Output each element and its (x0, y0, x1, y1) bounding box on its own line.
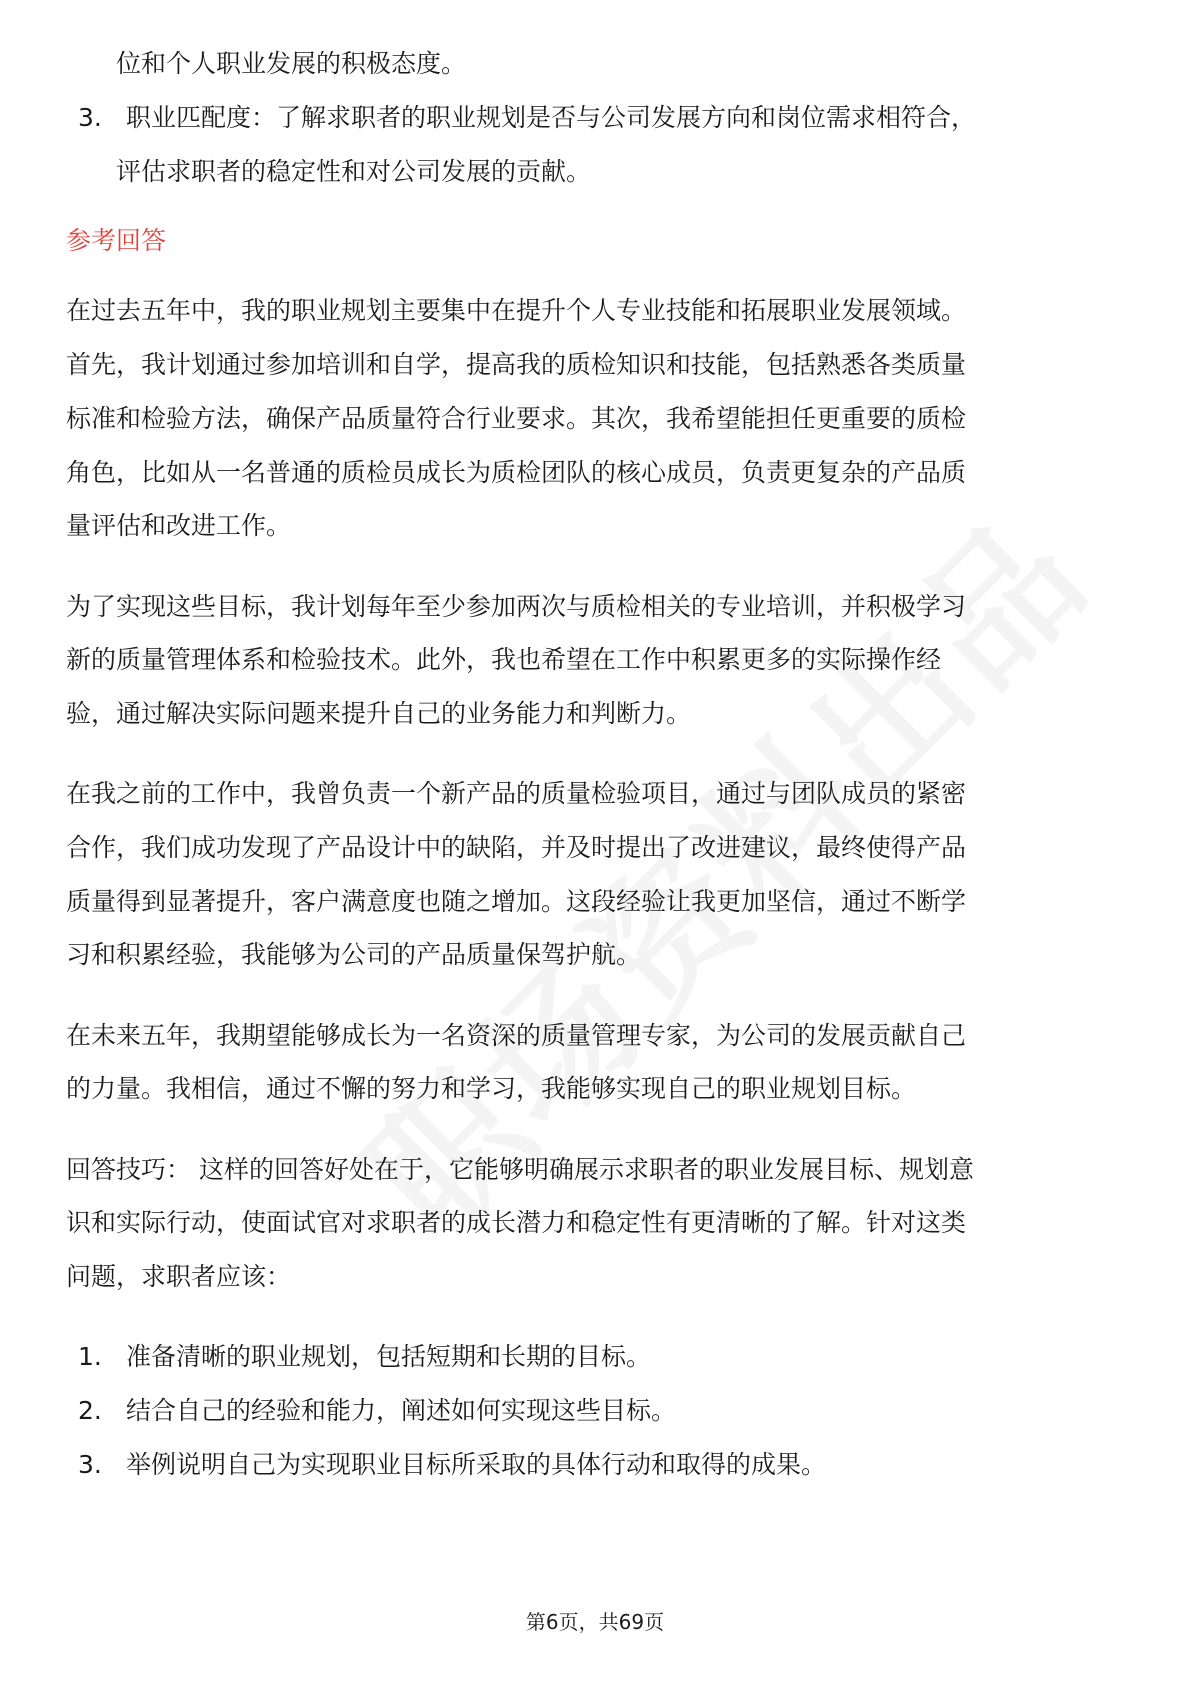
paragraph-line: 识和实际行动，使面试官对求职者的成长潜力和稳定性有更清晰的了解。针对这类 (66, 1208, 967, 1237)
list-text: 结合自己的经验和能力，阐述如何实现这些目标。 (126, 1396, 677, 1425)
list-item (78, 1340, 651, 1374)
paragraph-line: 新的质量管理体系和检验技术。此外，我也希望在工作中积累更多的实际操作经 (66, 645, 942, 674)
list-number: 1. (78, 1342, 102, 1371)
paragraph-line: 量评估和改进工作。 (66, 511, 292, 540)
intro-line: 位和个人职业发展的积极态度。 (116, 49, 467, 78)
paragraph-line: 回答技巧： 这样的回答好处在于，它能够明确展示求职者的职业发展目标、规划意 (66, 1155, 974, 1184)
list-item (78, 1448, 826, 1482)
paragraph-line: 在过去五年中，我的职业规划主要集中在提升个人专业技能和拓展职业发展领域。 (66, 296, 967, 325)
list-text: 准备清晰的职业规划，包括短期和长期的目标。 (126, 1342, 652, 1371)
paragraph-line: 质量得到显著提升，客户满意度也随之增加。这段经验让我更加坚信，通过不断学 (66, 887, 967, 916)
paragraph-line: 习和积累经验，我能够为公司的产品质量保驾护航。 (66, 940, 642, 969)
list-number: 3. (78, 1450, 102, 1479)
list-item (78, 101, 976, 135)
paragraph-line: 在未来五年，我期望能够成长为一名资深的质量管理专家，为公司的发展贡献自己 (66, 1021, 967, 1050)
paragraph-line: 角色，比如从一名普通的质检员成长为质检团队的核心成员，负责更复杂的产品质 (66, 458, 967, 487)
paragraph-line: 标准和检验方法，确保产品质量符合行业要求。其次，我希望能担任更重要的质检 (66, 404, 967, 433)
paragraph-line: 的力量。我相信，通过不懈的努力和学习，我能够实现自己的职业规划目标。 (66, 1074, 917, 1103)
list-text: 举例说明自己为实现职业目标所采取的具体行动和取得的成果。 (126, 1450, 827, 1479)
paragraph-line: 在我之前的工作中，我曾负责一个新产品的质量检验项目，通过与团队成员的紧密 (66, 779, 967, 808)
paragraph-line: 问题，求职者应该： (66, 1262, 292, 1291)
list-item (78, 1394, 676, 1428)
page-footer: 第6页，共69页 (525, 1610, 665, 1634)
paragraph-line: 合作，我们成功发现了产品设计中的缺陷，并及时提出了改进建议，最终使得产品 (66, 833, 967, 862)
list-number: 2. (78, 1396, 102, 1425)
section-heading: 参考回答 (66, 226, 167, 255)
list-number: 3. (78, 103, 102, 132)
list-text: 职业匹配度：了解求职者的职业规划是否与公司发展方向和岗位需求相符合， (126, 103, 977, 132)
paragraph-line: 为了实现这些目标，我计划每年至少参加两次与质检相关的专业培训，并积极学习 (66, 592, 967, 621)
list-text-continuation: 评估求职者的稳定性和对公司发展的贡献。 (116, 157, 592, 186)
paragraph-line: 首先，我计划通过参加培训和自学，提高我的质检知识和技能，包括熟悉各类质量 (66, 350, 967, 379)
paragraph-line: 验，通过解决实际问题来提升自己的业务能力和判断力。 (66, 699, 692, 728)
